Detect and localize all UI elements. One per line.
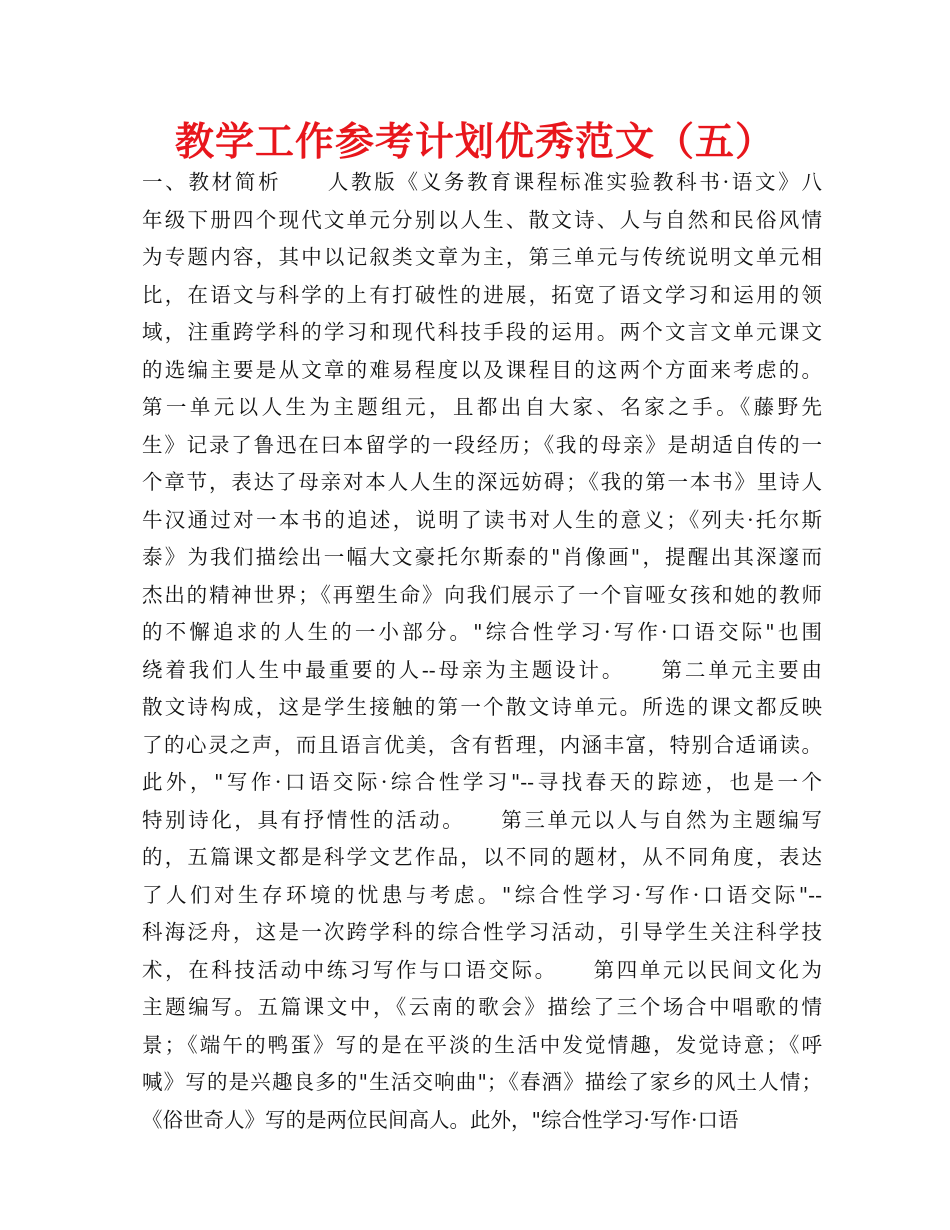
body-line: 生》记录了鲁迅在曰本留学的一段经历；《我的母亲》是胡适自传的一 bbox=[142, 432, 822, 457]
document-title: 教学工作参考计划优秀范文（五） bbox=[174, 120, 775, 165]
body-line: 绕着我们人生中最重要的人--母亲为主题设计。 第二单元主要由 bbox=[142, 657, 822, 682]
body-line: 一、教材简析 人教版《义务教育课程标准实验教科书·语文》八 bbox=[142, 170, 822, 194]
body-line: 此外，"写作·口语交际·综合性学习"--寻找春天的踪迹，也是一个 bbox=[142, 770, 822, 794]
body-line: 了的心灵之声，而且语言优美，含有哲理，内涵丰富，特别合适诵读。 bbox=[142, 732, 822, 757]
body-line: 散文诗构成，这是学生接触的第一个散文诗单元。所选的课文都反映 bbox=[142, 695, 822, 719]
body-line: 了人们对生存环境的忧患与考虑。"综合性学习·写作·口语交际"-- bbox=[142, 882, 822, 907]
body-line: 景；《端午的鸭蛋》写的是在平淡的生活中发觉情趣，发觉诗意；《呼 bbox=[142, 1032, 822, 1057]
body-line: 术，在科技活动中练习写作与口语交际。 第四单元以民间文化为 bbox=[142, 957, 822, 982]
body-line: 牛汉通过对一本书的追述，说明了读书对人生的意义；《列夫·托尔斯 bbox=[142, 507, 822, 532]
body-line: 为专题内容，其中以记叙类文章为主，第三单元与传统说明文单元相 bbox=[142, 245, 822, 269]
body-line: 的，五篇课文都是科学文艺作品，以不同的题材，从不同角度，表达 bbox=[142, 845, 822, 869]
body-line: 主题编写。五篇课文中，《云南的歌会》描绘了三个场合中唱歌的情 bbox=[142, 995, 822, 1019]
body-line: 《俗世奇人》写的是两位民间高人。此外，"综合性学习·写作·口语 bbox=[142, 1107, 739, 1132]
body-line: 泰》为我们描绘出一幅大文豪托尔斯泰的"肖像画"，提醒出其深邃而 bbox=[142, 545, 822, 569]
body-line: 第一单元以人生为主题组元，且都出自大家、名家之手。《藤野先 bbox=[142, 395, 822, 419]
body-line: 的选编主要是从文章的难易程度以及课程目的这两个方面来考虑的。 bbox=[142, 357, 822, 382]
body-line: 年级下册四个现代文单元分别以人生、散文诗、人与自然和民俗风情 bbox=[142, 207, 822, 232]
body-line: 比，在语文与科学的上有打破性的进展，拓宽了语文学习和运用的领 bbox=[142, 282, 822, 307]
body-line: 的不懈追求的人生的一小部分。"综合性学习·写作·口语交际"也围 bbox=[142, 620, 822, 644]
body-line: 杰出的精神世界；《再塑生命》向我们展示了一个盲哑女孩和她的教师 bbox=[142, 582, 822, 607]
body-line: 域，注重跨学科的学习和现代科技手段的运用。两个文言文单元课文 bbox=[142, 320, 822, 344]
body-line: 喊》写的是兴趣良多的"生活交响曲"；《春酒》描绘了家乡的风土人情； bbox=[142, 1070, 822, 1094]
document-body bbox=[142, 164, 822, 1139]
body-line: 科海泛舟，这是一次跨学科的综合性学习活动，引导学生关注科学技 bbox=[142, 920, 822, 944]
body-line: 特别诗化，具有抒情性的活动。 第三单元以人与自然为主题编写 bbox=[142, 807, 822, 832]
body-line: 个章节，表达了母亲对本人人生的深远妨碍；《我的第一本书》里诗人 bbox=[142, 470, 822, 494]
